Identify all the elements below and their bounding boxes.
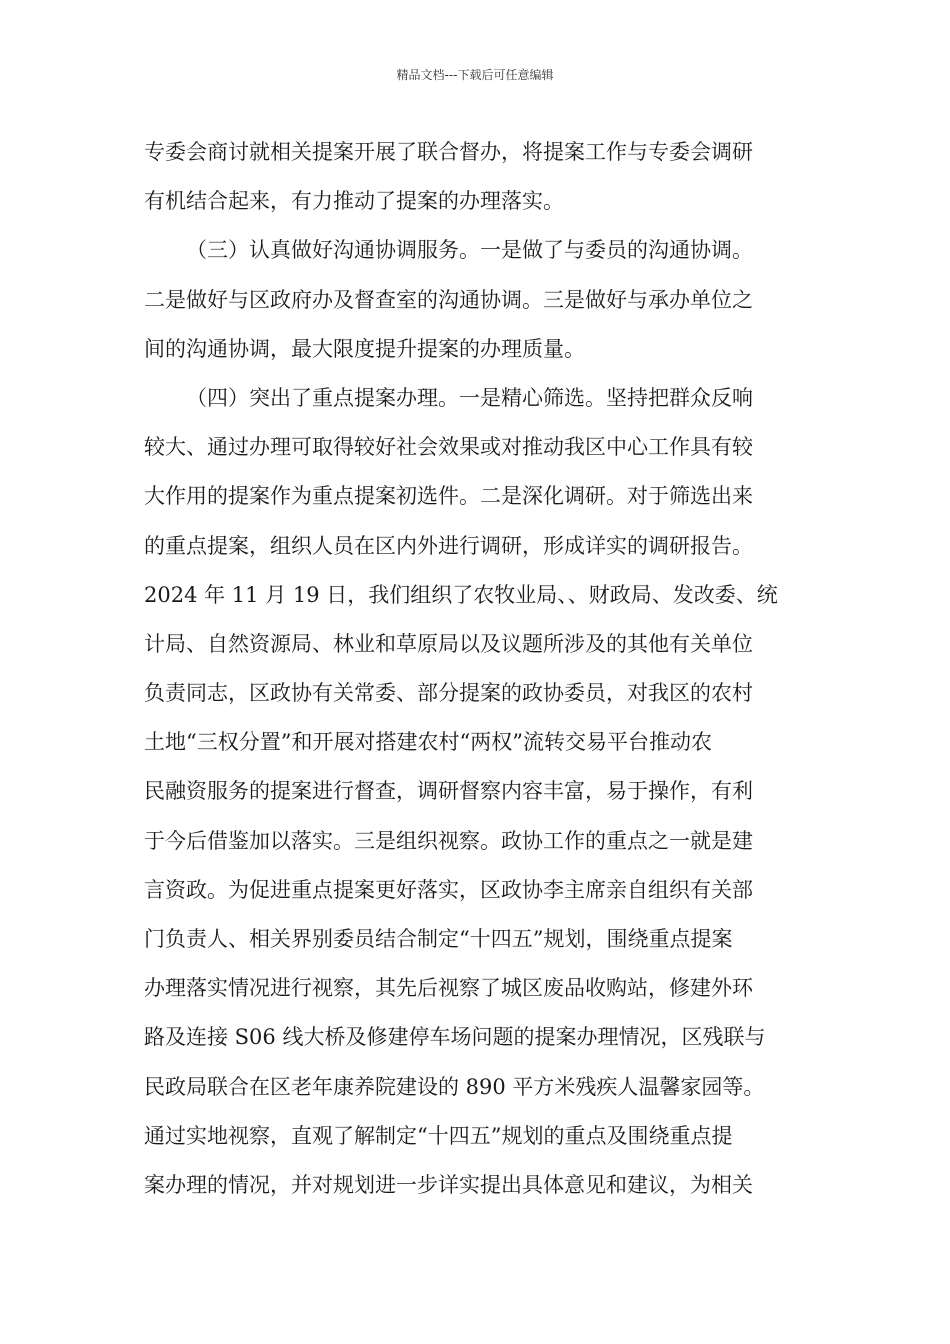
page-header: 精品文档---下载后可任意编辑: [396, 68, 554, 82]
section-four-heading-line: （四）突出了重点提案办理。一是精心筛选。坚持把群众反响: [186, 385, 753, 410]
text-line: 负责同志，区政协有关常委、部分提案的政协委员，对我区的农村: [144, 681, 753, 706]
text-line: 间的沟通协调，最大限度提升提案的办理质量。: [144, 336, 585, 361]
text-line: 大作用的提案作为重点提案初选件。二是深化调研。对于筛选出来: [144, 484, 753, 509]
text-line: 计局、自然资源局、林业和草原局以及议题所涉及的其他有关单位: [144, 631, 753, 656]
text-line: 路及连接 S06 线大桥及修建停车场问题的提案办理情况，区残联与: [144, 1025, 766, 1050]
text-line: 办理落实情况进行视察，其先后视察了城区废品收购站，修建外环: [144, 976, 753, 1001]
text-line: 民政局联合在区老年康养院建设的 890 平方米残疾人温馨家园等。: [144, 1074, 765, 1099]
document-body: [144, 128, 814, 1210]
section-three-heading-line: （三）认真做好沟通协调服务。一是做了与委员的沟通协调。: [186, 238, 753, 263]
text-line: 言资政。为促进重点提案更好落实，区政协李主席亲自组织有关部: [144, 877, 753, 902]
text-line: 民融资服务的提案进行督查，调研督察内容丰富，易于操作，有利: [144, 779, 753, 804]
text-line: 的重点提案，组织人员在区内外进行调研，形成详实的调研报告。: [144, 533, 753, 558]
text-line: 门负责人、相关界别委员结合制定“十四五”规划，围绕重点提案: [144, 927, 733, 951]
text-line: 较大、通过办理可取得较好社会效果或对推动我区中心工作具有较: [144, 435, 753, 460]
text-line: 于今后借鉴加以落实。三是组织视察。政协工作的重点之一就是建: [144, 828, 753, 853]
text-line: 土地“三权分置”和开展对搭建农村“两权”流转交易平台推动农: [144, 730, 712, 755]
text-line: 案办理的情况，并对规划进一步详实提出具体意见和建议，为相关: [144, 1172, 753, 1197]
text-line: 2024 年 11 月 19 日，我们组织了农牧业局、、财政局、发改委、统: [144, 582, 778, 607]
text-line: 通过实地视察，直观了解制定“十四五”规划的重点及围绕重点提: [144, 1123, 733, 1148]
text-line: 有机结合起来，有力推动了提案的办理落实。: [144, 189, 564, 214]
text-line: 二是做好与区政府办及督查室的沟通协调。三是做好与承办单位之: [144, 287, 753, 312]
text-line: 专委会商讨就相关提案开展了联合督办，将提案工作与专委会调研: [144, 140, 753, 164]
